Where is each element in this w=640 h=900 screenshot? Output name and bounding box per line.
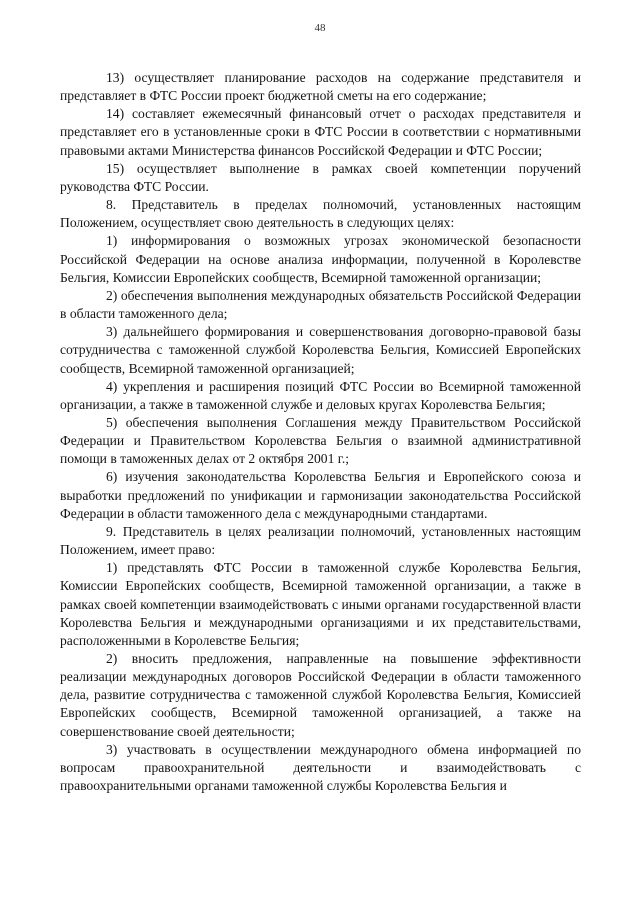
paragraph-14-financial-report: 14) составляет ежемесячный финансовый отчет о расходах представителя и представляет его в установленные сроки в ФТС России в соответствии с нормативными правовыми актами Министерства финансов Российской Федерации и ФТС России; xyxy=(60,106,581,158)
right-1-represent: 1) представлять ФТС России в таможенной службе Королевства Бельгия, Комиссии Европейских сообществ, Всемирной таможенной организации, а также в рамках своей компетенции взаимодействовать с иными органами государственной власти Королевства Бельгия и международными организациями и их представительствами, расположенными в Королевстве Бельгия; xyxy=(60,560,581,648)
goal-1-informing: 1) информирования о возможных угрозах экономической безопасности Российской Федерации на основе анализа информации, полученной в Королевстве Бельгия, Комиссии Европейских сообществ, Всемирной таможенной организации; xyxy=(60,233,581,285)
goal-6-legislation: 6) изучения законодательства Королевства Бельгия и Европейского союза и выработки предложений по унификации и гармонизации законодательства Российской Федерации в области таможенного дела с международными стандартами. xyxy=(60,469,581,521)
section-8-heading: 8. Представитель в пределах полномочий, установленных настоящим Положением, осуществляет свою деятельность в следующих целях: xyxy=(60,197,581,231)
goal-5-agreement: 5) обеспечения выполнения Соглашения между Правительством Российской Федерации и Правительством Королевства Бельгия о взаимной административной помощи в таможенных делах от 2 октября 2001 г.; xyxy=(60,414,581,467)
section-9-heading: 9. Представитель в целях реализации полномочий, установленных настоящим Положением, имеет право: xyxy=(60,523,581,558)
paragraph-15-execution-of-instructions: 15) осуществляет выполнение в рамках своей компетенции поручений руководства ФТС России. xyxy=(60,160,581,194)
goal-4-strengthening: 4) укрепления и расширения позиций ФТС России во Всемирной таможенной организации, а также в таможенной службе и деловых кругах Королевства Бельгия; xyxy=(60,378,581,412)
page-number: 48 xyxy=(314,22,326,34)
document-body xyxy=(60,69,581,795)
paragraph-13-budget-planning: 13) осуществляет планирование расходов на содержание представителя и представляет в ФТС России проект бюджетной сметы на его содержание; xyxy=(60,70,581,104)
goal-3-legal-base: 3) дальнейшего формирования и совершенствования договорно-правовой базы сотрудничества с таможенной службой Королевства Бельгия, Комиссией Европейских сообществ, Всемирной таможенной организацией; xyxy=(60,324,581,376)
right-2-proposals: 2) вносить предложения, направленные на повышение эффективности реализации международных договоров Российской Федерации в области таможенного дела, развитие сотрудничества с таможенной службой Королевства Бельгия, Комиссией Европейских сообществ, Всемирной таможенной организацией, а также на совершенствование своей деятельности; xyxy=(60,651,581,739)
goal-2-obligations: 2) обеспечения выполнения международных обязательств Российской Федерации в области таможенного дела; xyxy=(60,287,581,322)
right-3-information-exchange: 3) участвовать в осуществлении международного обмена информацией по вопросам правоохранительной деятельности и взаимодействовать с правоохранительными органами таможенной службы Королевства Бельгия и xyxy=(60,741,581,794)
